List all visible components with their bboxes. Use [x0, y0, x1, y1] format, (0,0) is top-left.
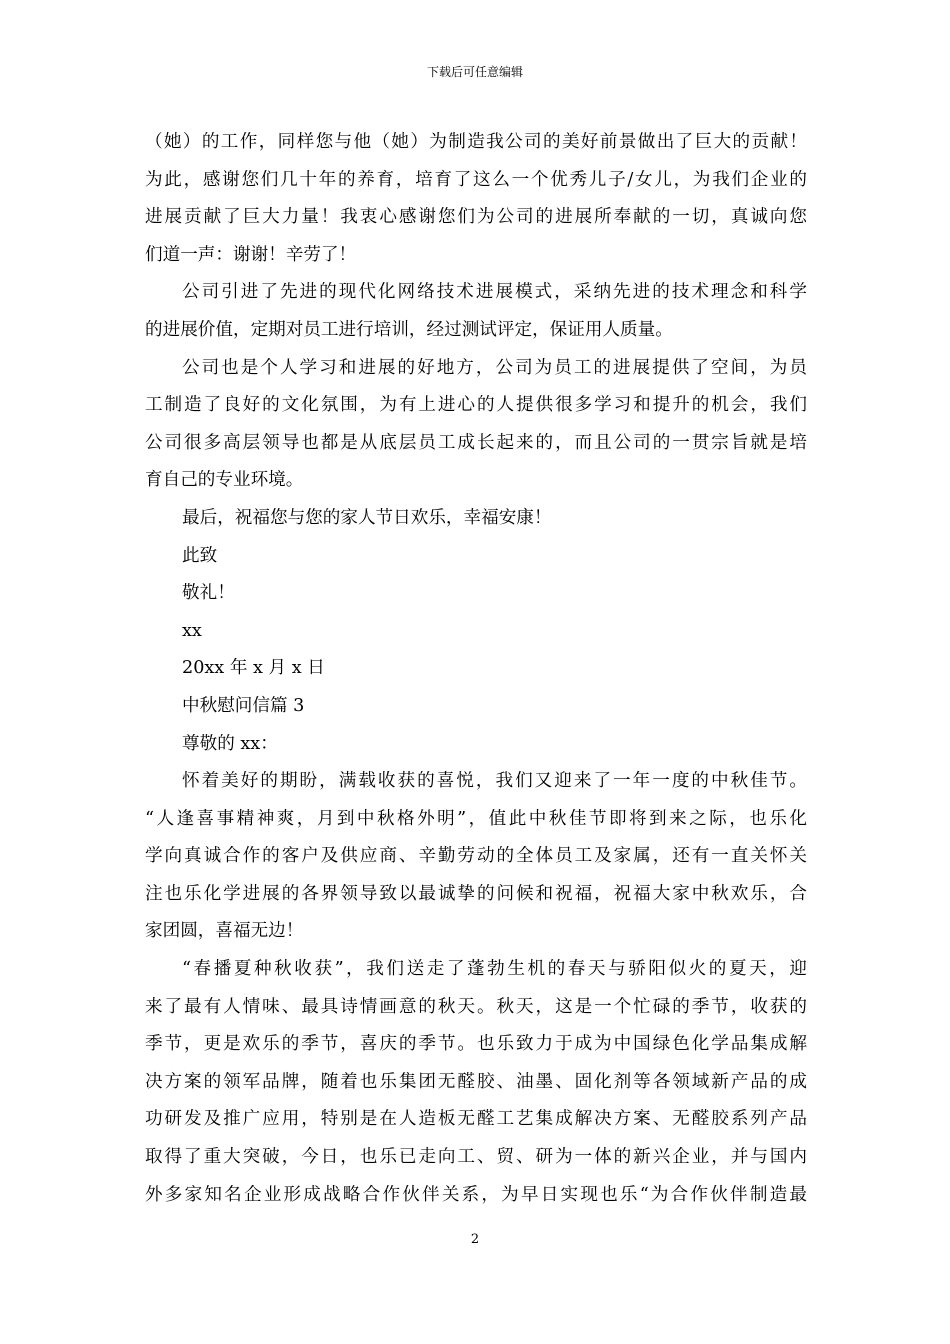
salutation-closing: 此致	[182, 545, 218, 566]
body-line: 决方案的领军品牌，随着也乐集团无醛胶、油墨、固化剂等各领域新产品的成	[145, 1071, 807, 1092]
body-line: “人逢喜事精神爽，月到中秋格外明”，值此中秋佳节即将到来之际，也乐化	[145, 808, 807, 829]
body-line: 公司很多高层领导也都是从底层员工成长起来的，而且公司的一贯宗旨就是培	[145, 432, 807, 453]
signature: xx	[182, 620, 202, 641]
letter-body	[145, 124, 807, 1214]
letter-date: 20xx 年 x 月 x 日	[182, 658, 325, 679]
body-line: “春播夏种秋收获”，我们送走了蓬勃生机的春天与骄阳似火的夏天，迎	[182, 959, 807, 980]
body-line: 家团圆，喜福无边！	[145, 921, 304, 942]
body-line: 为此，感谢您们几十年的养育，培育了这么一个优秀儿子/女儿，为我们企业的	[145, 169, 807, 190]
body-line: 进展贡献了巨大力量！我衷心感谢您们为公司的进展所奉献的一切，真诚向您	[145, 207, 807, 228]
salutation-regards: 敬礼！	[182, 583, 235, 604]
body-line: 的进展价值，定期对员工进行培训，经过测试评定，保证用人质量。	[145, 319, 673, 340]
body-line: （她）的工作，同样您与他（她）为制造我公司的美好前景做出了巨大的贡献！	[145, 132, 807, 152]
body-line: 取得了重大突破，今日，也乐已走向工、贸、研为一体的新兴企业，并与国内	[145, 1147, 807, 1168]
body-line: 功研发及推广应用，特别是在人造板无醛工艺集成解决方案、无醛胶系列产品	[145, 1109, 807, 1130]
body-line: 外多家知名企业形成战略合作伙伴关系，为早日实现也乐“为合作伙伴制造最	[145, 1184, 807, 1205]
body-line: 工制造了良好的文化氛围，为有上进心的人提供很多学习和提升的机会，我们	[145, 395, 807, 416]
body-line: 怀着美好的期盼，满载收获的喜悦，我们又迎来了一年一度的中秋佳节。	[182, 771, 807, 792]
section-title: 中秋慰问信篇 3	[182, 695, 305, 716]
body-line: 公司也是个人学习和进展的好地方，公司为员工的进展提供了空间，为员	[182, 357, 807, 378]
body-line: 们道一声：谢谢！辛劳了！	[145, 244, 357, 265]
body-line: 公司引进了先进的现代化网络技术进展模式，采纳先进的技术理念和科学	[182, 282, 807, 303]
body-line: 注也乐化学进展的各界领导致以最诚挚的问候和祝福，祝福大家中秋欢乐，合	[145, 883, 807, 904]
page-header: 下载后可任意编辑	[426, 65, 523, 79]
body-line: 学向真诚合作的客户及供应商、辛勤劳动的全体员工及家属，还有一直关怀关	[145, 846, 807, 867]
greeting: 尊敬的 xx：	[182, 733, 278, 754]
body-line: 季节，更是欢乐的季节，喜庆的季节。也乐致力于成为中国绿色化学品集成解	[145, 1034, 807, 1055]
body-line: 来了最有人情味、最具诗情画意的秋天。秋天，这是一个忙碌的季节，收获的	[145, 996, 807, 1017]
body-line: 育自己的专业环境。	[145, 470, 304, 491]
page-number: 2	[470, 1232, 480, 1247]
closing-wish: 最后，祝福您与您的家人节日欢乐，幸福安康！	[182, 507, 552, 528]
